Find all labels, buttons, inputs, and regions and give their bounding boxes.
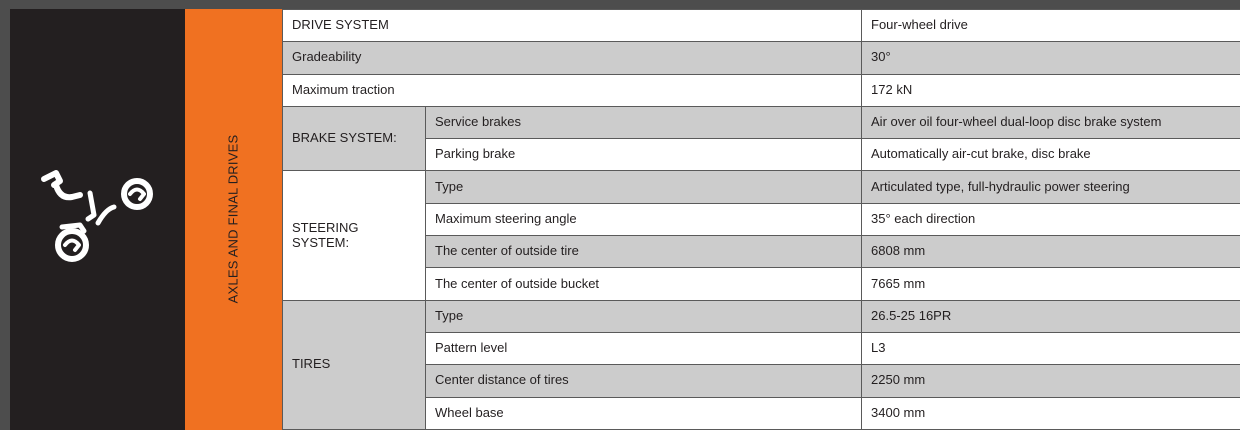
table-row: [283, 10, 1240, 42]
table-row: [283, 268, 1240, 300]
spec-value: Four-wheel drive: [862, 10, 1240, 42]
spec-value: 3400 mm: [862, 397, 1240, 429]
spec-value: 35° each direction: [862, 203, 1240, 235]
spec-label: Maximum traction: [283, 74, 862, 106]
spec-label: Wheel base: [426, 397, 862, 429]
spec-label: Parking brake: [426, 139, 862, 171]
table-row: [283, 203, 1240, 235]
group-label-steering: STEERING SYSTEM:: [283, 171, 426, 300]
spec-table: [282, 9, 1240, 430]
spec-value: 7665 mm: [862, 268, 1240, 300]
spec-label: Center distance of tires: [426, 365, 862, 397]
spec-value: Automatically air-cut brake, disc brake: [862, 139, 1240, 171]
spec-value: 6808 mm: [862, 236, 1240, 268]
table-row: [283, 74, 1240, 106]
spec-value: 2250 mm: [862, 365, 1240, 397]
table-row: [283, 42, 1240, 74]
table-row: [283, 106, 1240, 138]
spec-label: DRIVE SYSTEM: [283, 10, 862, 42]
section-title: AXLES AND FINAL DRIVES: [225, 134, 241, 304]
spec-label: Gradeability: [283, 42, 862, 74]
spec-value: Articulated type, full-hydraulic power steering: [862, 171, 1240, 203]
table-row: [283, 139, 1240, 171]
spec-value: 30°: [862, 42, 1240, 74]
spec-label: Type: [426, 300, 862, 332]
spec-value: 172 kN: [862, 74, 1240, 106]
group-label-brake: BRAKE SYSTEM:: [283, 106, 426, 171]
group-label-tires: TIRES: [283, 300, 426, 429]
spec-label: The center of outside tire: [426, 236, 862, 268]
spec-label: Maximum steering angle: [426, 203, 862, 235]
table-row: [283, 236, 1240, 268]
spec-value: Air over oil four-wheel dual-loop disc brake system: [862, 106, 1240, 138]
section-tab: [185, 9, 282, 430]
spec-label: Pattern level: [426, 332, 862, 364]
spec-value: 26.5-25 16PR: [862, 300, 1240, 332]
spec-label: Service brakes: [426, 106, 862, 138]
table-row: [283, 171, 1240, 203]
spec-value: L3: [862, 332, 1240, 364]
table-row: [283, 365, 1240, 397]
spec-label: The center of outside bucket: [426, 268, 862, 300]
table-row: [283, 300, 1240, 332]
spec-label: Type: [426, 171, 862, 203]
icon-panel: [10, 9, 185, 430]
axle-gear-icon: [10, 9, 185, 430]
table-row: [283, 332, 1240, 364]
table-row: [283, 397, 1240, 429]
